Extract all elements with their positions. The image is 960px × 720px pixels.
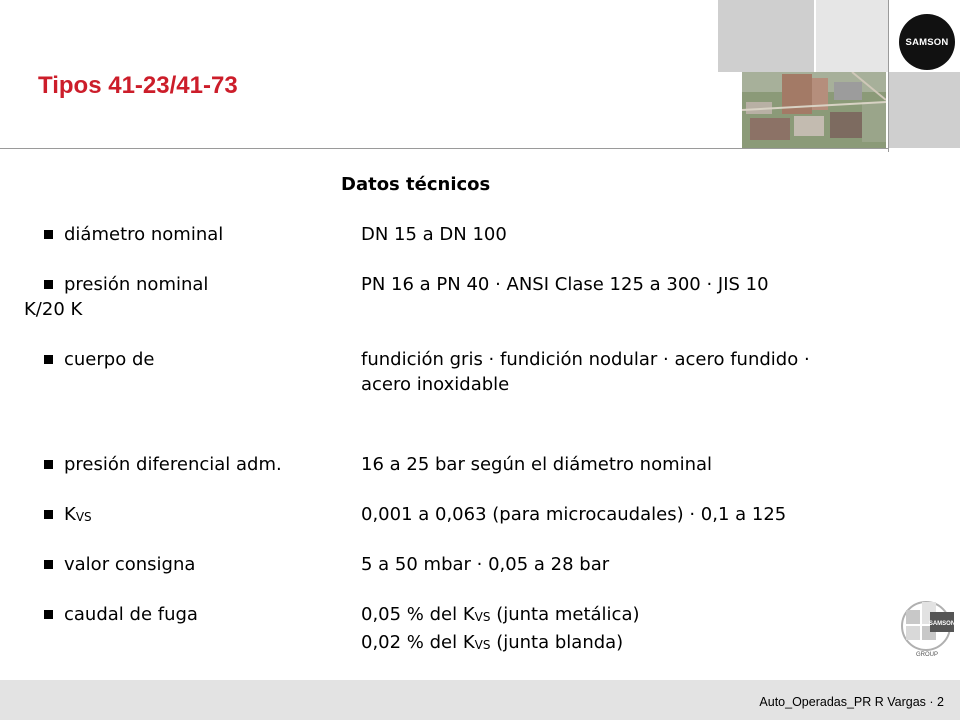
samson-logo <box>899 14 955 70</box>
bullet-icon <box>44 610 53 619</box>
leak-line2-b: (junta blanda) <box>490 632 624 653</box>
row-label: cuerpo de <box>64 349 155 370</box>
header-divider <box>0 148 888 149</box>
leak-line2-a: 0,02 % del K <box>361 632 475 653</box>
row-label: caudal de fuga <box>64 604 198 625</box>
header-tile <box>718 0 814 72</box>
bullet-icon <box>44 230 53 239</box>
list-item <box>44 452 924 477</box>
row-value: 5 a 50 mbar · 0,05 a 28 bar <box>361 554 610 575</box>
list-item <box>44 222 924 247</box>
row-value <box>361 602 924 630</box>
bullet-icon <box>44 355 53 364</box>
page-title: Tipos 41-23/41-73 <box>38 72 238 99</box>
row-label: presión diferencial adm. <box>64 454 282 475</box>
footer-text: Auto_Operadas_PR R Vargas · 2 <box>759 695 944 709</box>
row-value-overflow: K/20 K <box>24 299 83 320</box>
bullet-icon <box>44 560 53 569</box>
row-value-line2: acero inoxidable <box>361 374 510 395</box>
samson-group-logo <box>900 598 956 662</box>
list-item <box>44 552 924 577</box>
row-value: 0,001 a 0,063 (para microcaudales) · 0,1 a 125 <box>361 504 787 525</box>
row-label: valor consigna <box>64 554 196 575</box>
row-label-kvs <box>64 502 92 530</box>
list-item <box>44 502 924 527</box>
header-tile <box>888 72 960 148</box>
leak-line1-sub: VS <box>474 610 491 624</box>
bullet-icon <box>44 510 53 519</box>
samson-logo-text: SAMSON <box>905 36 949 48</box>
tech-data-list <box>24 172 924 658</box>
bullet-icon <box>44 460 53 469</box>
row-value: PN 16 a PN 40 · ANSI Clase 125 a 300 · JIS 10 <box>361 274 769 295</box>
kvs-main: K <box>64 504 76 525</box>
row-value: 16 a 25 bar según el diámetro nominal <box>361 454 713 475</box>
row-value: DN 15 a DN 100 <box>361 224 507 245</box>
list-item <box>44 602 924 658</box>
factory-photo <box>742 72 886 148</box>
row-label: diámetro nominal <box>64 224 224 245</box>
bullet-icon <box>44 280 53 289</box>
header-divider-vertical <box>888 0 889 152</box>
tech-data-heading: Datos técnicos <box>341 174 491 195</box>
row-value: fundición gris · fundición nodular · acero fundido · <box>361 349 810 370</box>
kvs-subscript: VS <box>75 510 92 524</box>
row-value-line2 <box>361 630 924 658</box>
leak-line1-a: 0,05 % del K <box>361 604 475 625</box>
list-item <box>44 272 924 297</box>
leak-line2-sub: VS <box>474 638 491 652</box>
header-tile <box>816 0 888 72</box>
list-item <box>44 347 924 397</box>
row-label: presión nominal <box>64 274 209 295</box>
group-label: GROUP <box>916 652 939 658</box>
group-logo-text: SAMSON <box>928 621 956 627</box>
leak-line1-b: (junta metálica) <box>490 604 640 625</box>
